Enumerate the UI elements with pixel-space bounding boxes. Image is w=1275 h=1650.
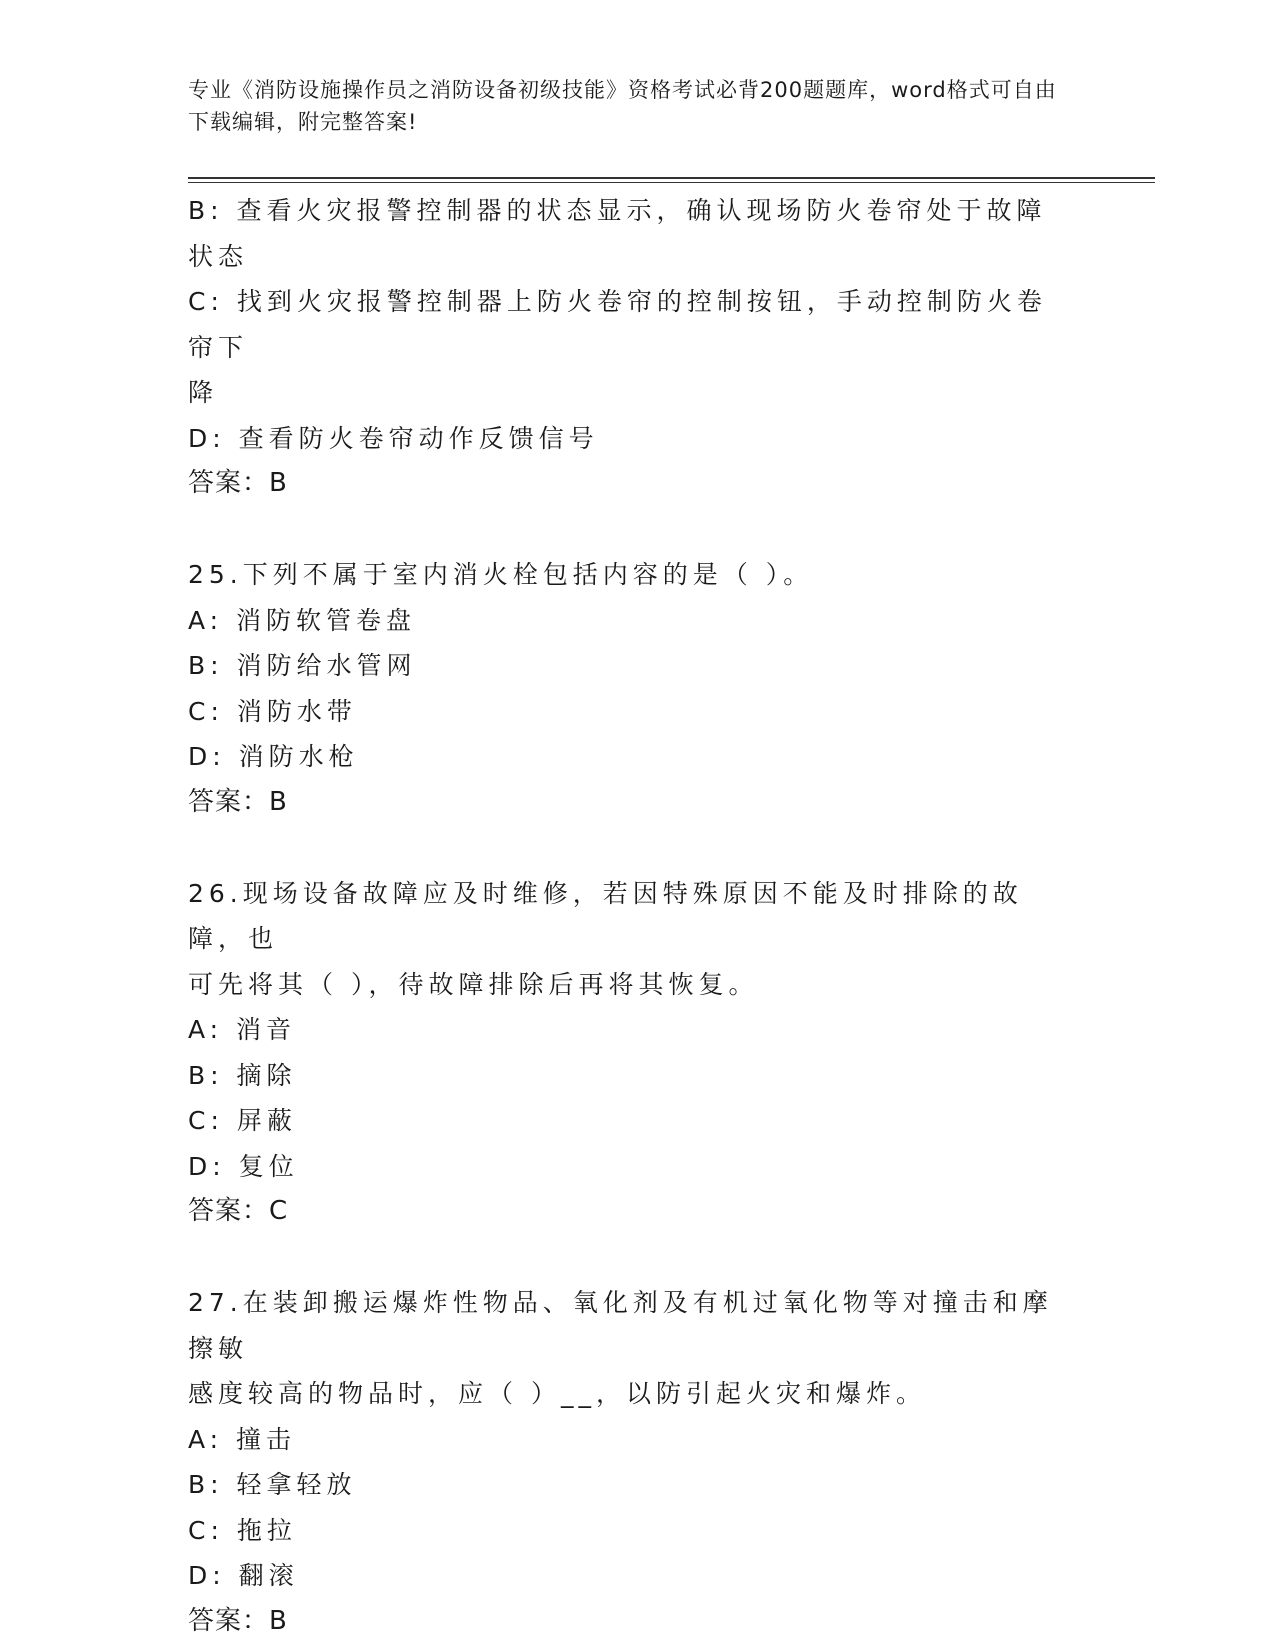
document-body: [188, 188, 1073, 1644]
answer: 答案：B: [188, 468, 288, 498]
question-24: [188, 188, 1073, 507]
document-header: 专业《消防设施操作员之消防设备初级技能》资格考试必背200题题库，word格式可自由下载编辑，附完整答案!: [188, 78, 1057, 134]
option-c: C: 拖拉: [188, 1515, 297, 1545]
spacer: [188, 1235, 1073, 1281]
answer: 答案：B: [188, 786, 288, 817]
question-25: [188, 552, 1073, 825]
answer: 答案：B: [188, 1605, 288, 1636]
question-text: 27.在装卸搬运爆炸性物品、氧化剂及有机过氧化物等对撞击和摩擦敏: [188, 1288, 1053, 1363]
option-c: C: 屏蔽: [188, 1106, 297, 1135]
option-b: B: 摘除: [188, 1060, 297, 1090]
header-rule-thick: [188, 177, 1155, 179]
option-a: A: 消音: [188, 1015, 297, 1044]
option-d: D: 复位: [188, 1151, 299, 1181]
option-c: C: 找到火灾报警控制器上防火卷帘的控制按钮，手动控制防火卷帘下: [188, 287, 1047, 362]
question-text-continued: 可先将其（ ），待故障排除后再将其恢复。: [188, 969, 759, 999]
question-text-continued: 感度较高的物品时，应（ ）__，以防引起火灾和爆炸。: [188, 1379, 926, 1408]
question-27: [188, 1280, 1073, 1644]
spacer: [188, 507, 1073, 553]
option-b: B: 消防给水管网: [188, 651, 417, 680]
option-a: A: 撞击: [188, 1424, 297, 1454]
answer: 答案：C: [188, 1196, 289, 1226]
option-b: B: 查看火灾报警控制器的状态显示，确认现场防火卷帘处于故障状态: [188, 196, 1047, 271]
question-26: [188, 871, 1073, 1235]
option-b: B: 轻拿轻放: [188, 1470, 357, 1499]
question-text: 25.下列不属于室内消火栓包括内容的是（ ）。: [188, 560, 814, 589]
option-d: D: 翻滚: [188, 1561, 299, 1590]
option-a: A: 消防软管卷盘: [188, 605, 417, 635]
option-c-continued: 降: [188, 378, 219, 407]
option-c: C: 消防水带: [188, 696, 357, 726]
question-text: 26.现场设备故障应及时维修，若因特殊原因不能及时排除的故障，也: [188, 878, 1023, 953]
header-rule-thin: [188, 182, 1155, 183]
option-d: D: 消防水枪: [188, 742, 359, 771]
option-d: D: 查看防火卷帘动作反馈信号: [188, 423, 599, 453]
spacer: [188, 825, 1073, 871]
